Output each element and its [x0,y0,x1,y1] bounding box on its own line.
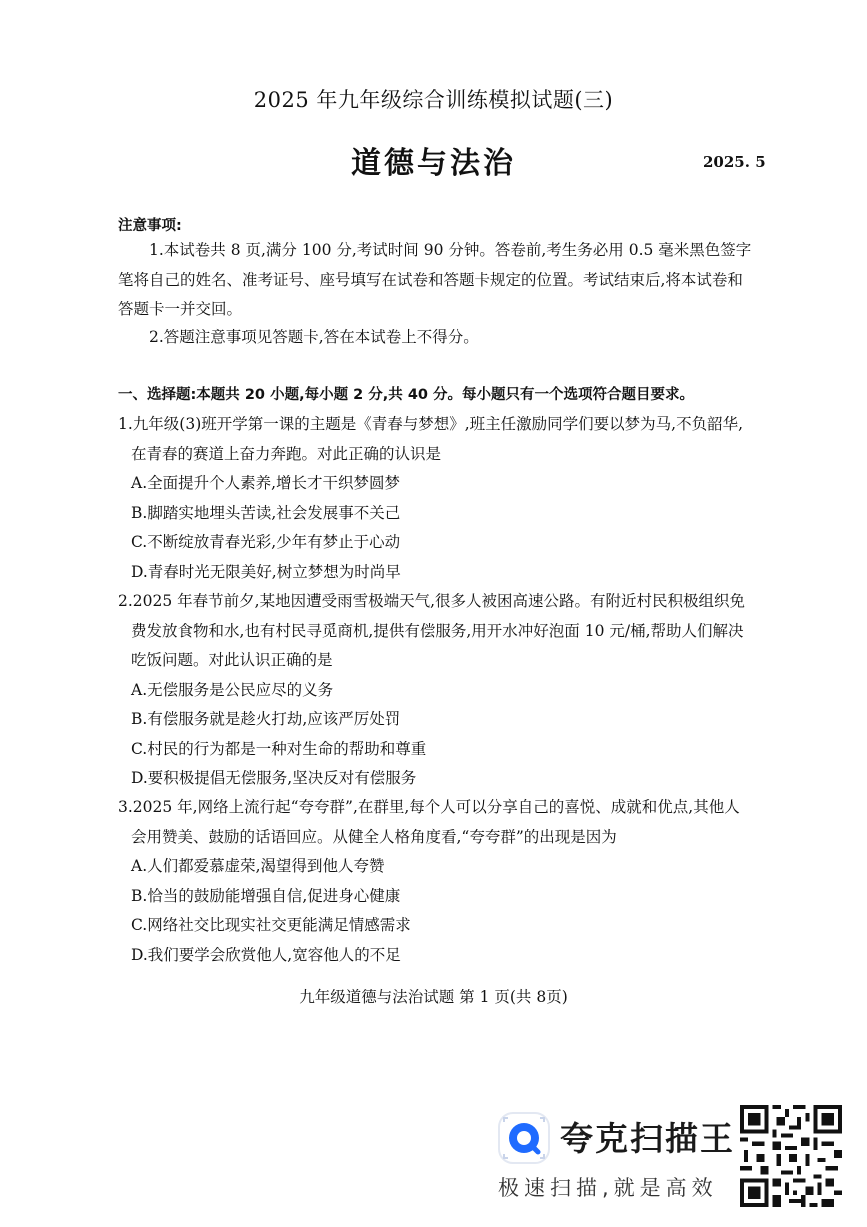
question-stem: 1.九年级(3)班开学第一课的主题是《青春与梦想》,班主任激励同学们要以梦为马,不负韶华,在青春的赛道上奋力奔跑。对此正确的认识是 [118,415,744,463]
option-c: C.村民的行为都是一种对生命的帮助和尊重 [131,739,427,758]
question-stem: 3.2025 年,网络上流行起“夸夸群”,在群里,每个人可以分享自己的喜悦、成就和优点,其他人会用赞美、鼓励的话语回应。从健全人格角度看,“夸夸群”的出现是因为 [118,798,740,846]
note-item-1: 1.本试卷共 8 页,满分 100 分,考试时间 90 分钟。答卷前,考生务必用 0.5 毫米黑色签字笔将自己的姓名、准考证号、座号填写在试卷和答题卡规定的位置。考试结束后,将本试卷和答题卡一并交回。 [118,241,752,318]
option-b: B.恰当的鼓励能增强自信,促进身心健康 [131,886,401,905]
option-a: A.无偿服务是公民应尽的义务 [131,680,334,699]
question-3 [118,793,753,970]
option-d: D.青春时光无限美好,树立梦想为时尚早 [131,562,401,581]
option-c: C.网络社交比现实社交更能满足情感需求 [131,916,411,934]
qr-code-icon [740,1105,842,1207]
subject-title: 道德与法治 [351,146,516,181]
brand-name: 夸克扫描王 [560,1119,735,1158]
note-item-2: 2.答题注意事项见答题卡,答在本试卷上不得分。 [149,328,479,346]
exam-date: 2025. 5 [703,153,766,171]
option-b: B.有偿服务就是趁火打劫,应该严厉处罚 [131,710,401,728]
brand-slogan: 极速扫描,就是高效 [498,1176,718,1200]
page-footer: 九年级道德与法治试题 第 1 页(共 8页) [299,988,568,1006]
question-stem: 2.2025 年春节前夕,某地因遭受雨雪极端天气,很多人被困高速公路。有附近村民积极组织免费发放食物和水,也有村民寻觅商机,提供有偿服务,用开水冲好泡面 10 元/桶,帮助人们解决吃饭问题。对此认识正确的是 [118,592,746,669]
notes-heading: 注意事项: [118,218,182,234]
option-d: D.要积极提倡无偿服务,坚决反对有偿服务 [131,769,417,787]
option-c: C.不断绽放青春光彩,少年有梦止于心动 [131,533,401,551]
option-a: A.全面提升个人素养,增长才干织梦圆梦 [131,474,401,492]
question-2 [118,587,753,794]
quark-logo-icon [498,1112,550,1164]
exam-title: 2025 年九年级综合训练模拟试题(三) [253,88,614,112]
section-heading: 一、选择题:本题共 20 小题,每小题 2 分,共 40 分。每小题只有一个选项符合题目要求。 [118,387,695,403]
question-1 [118,410,753,587]
option-d: D.我们要学会欣赏他人,宽容他人的不足 [131,945,401,964]
option-a: A.人们都爱慕虚荣,渴望得到他人夸赞 [131,857,385,875]
option-b: B.脚踏实地埋头苦读,社会发展事不关己 [131,503,401,522]
